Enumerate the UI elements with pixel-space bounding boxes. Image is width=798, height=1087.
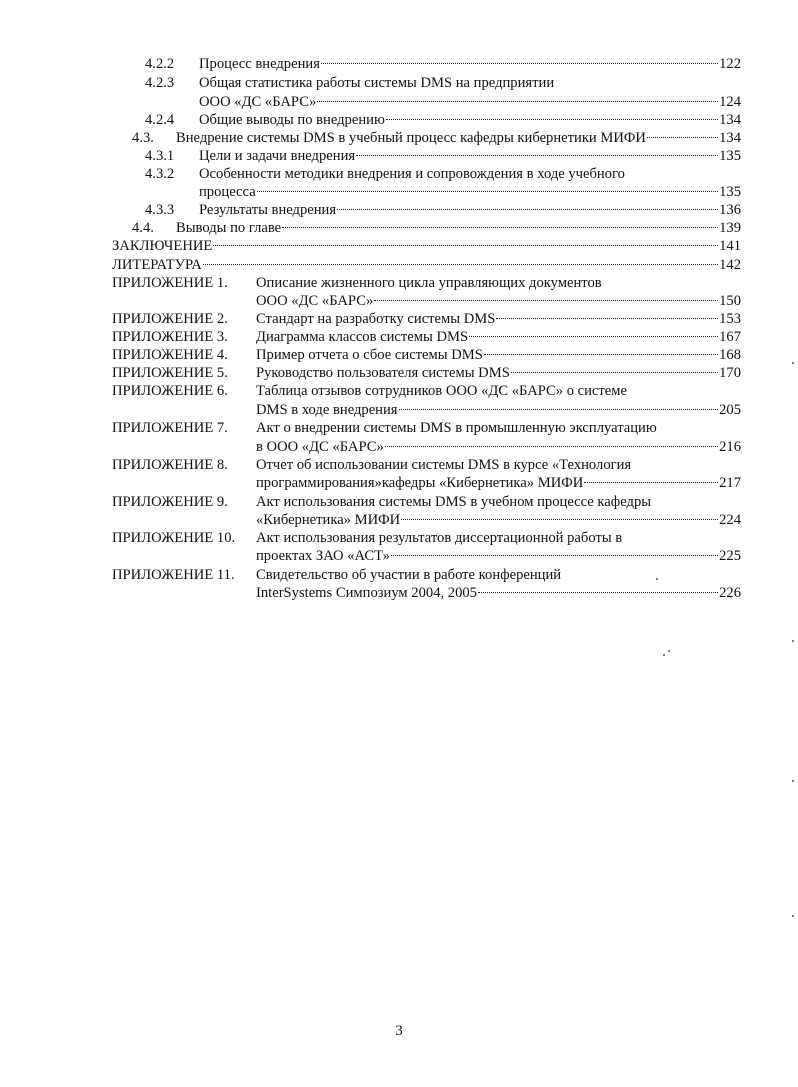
- toc-number: ПРИЛОЖЕНИЕ 3.: [112, 329, 228, 345]
- toc-number: 4.2.2: [145, 56, 175, 72]
- scan-speck: [668, 650, 670, 652]
- toc-title: Акт использования системы DMS в учебном процессе кафедры: [256, 494, 652, 510]
- toc-title-continued: в ООО «ДС «БАРС»: [256, 439, 384, 455]
- dot-leader: [496, 318, 718, 319]
- dot-leader: [386, 119, 718, 120]
- toc-entry-appendix-8-line2[interactable]: [256, 474, 741, 492]
- toc-page: 216: [719, 439, 741, 455]
- toc-number: 4.3.: [132, 130, 154, 146]
- toc-page: 168: [719, 347, 741, 363]
- dot-leader: [317, 101, 718, 102]
- dot-leader: [484, 354, 718, 355]
- scan-speck: [656, 578, 658, 580]
- toc-entry-appendix-3[interactable]: [112, 328, 741, 346]
- toc-title: Общая статистика работы системы DMS на предприятии: [199, 75, 555, 91]
- toc-title: ЛИТЕРАТУРА: [112, 257, 202, 273]
- page-number: 3: [395, 1023, 403, 1039]
- toc-title: Пример отчета о сбое системы DMS: [256, 347, 483, 363]
- toc-number: 4.3.2: [145, 166, 175, 182]
- toc-entry-appendix-6-line1[interactable]: [112, 382, 627, 400]
- toc-title: Цели и задачи внедрения: [199, 148, 356, 164]
- toc-entry-appendix-8-line1[interactable]: [112, 456, 632, 474]
- toc-entry-4-3[interactable]: [132, 129, 741, 147]
- toc-entry-appendix-1-line2[interactable]: [256, 292, 741, 310]
- toc-number: ПРИЛОЖЕНИЕ 9.: [112, 494, 228, 510]
- dot-leader: [478, 592, 718, 593]
- toc-page: 134: [719, 112, 741, 128]
- toc-title: ЗАКЛЮЧЕНИЕ: [112, 238, 213, 254]
- toc-entry-4-2-3-line2[interactable]: [199, 93, 741, 111]
- dot-leader: [282, 227, 718, 228]
- toc-page: 142: [719, 257, 741, 273]
- toc-title-continued: DMS в ходе внедрения: [256, 402, 398, 418]
- toc-page: 170: [719, 365, 741, 381]
- dot-leader: [213, 245, 718, 246]
- toc-title: Свидетельство об участии в работе конференций: [256, 567, 562, 583]
- toc-entry-4-2-3-line1[interactable]: [145, 74, 555, 92]
- toc-page: 226: [719, 585, 741, 601]
- dot-leader: [401, 519, 718, 520]
- toc-number: ПРИЛОЖЕНИЕ 6.: [112, 383, 228, 399]
- toc-title-continued: ООО «ДС «БАРС»: [256, 293, 374, 309]
- toc-title: Процесс внедрения: [199, 56, 320, 72]
- dot-leader: [511, 372, 718, 373]
- toc-page: 205: [719, 402, 741, 418]
- toc-title: Акт о внедрении системы DMS в промышленную эксплуатацию: [256, 420, 657, 436]
- toc-number: ПРИЛОЖЕНИЕ 8.: [112, 457, 228, 473]
- toc-number: 4.3.1: [145, 148, 175, 164]
- toc-page: 124: [719, 94, 741, 110]
- toc-page: 135: [719, 184, 741, 200]
- toc-title-continued: ООО «ДС «БАРС»: [199, 94, 317, 110]
- scan-speck: [792, 780, 794, 782]
- toc-title: Стандарт на разработку системы DMS: [256, 311, 496, 327]
- toc-number: ПРИЛОЖЕНИЕ 11.: [112, 567, 235, 583]
- dot-leader: [469, 336, 718, 337]
- toc-entry-4-3-2-line2[interactable]: [199, 183, 741, 201]
- toc-entry-appendix-10-line1[interactable]: [112, 529, 623, 547]
- toc-entry-appendix-4[interactable]: [112, 346, 741, 364]
- toc-page: 167: [719, 329, 741, 345]
- dot-leader: [399, 409, 719, 410]
- dot-leader: [203, 264, 718, 265]
- toc-title-continued: InterSystems Симпозиум 2004, 2005: [256, 585, 477, 601]
- toc-title: Особенности методики внедрения и сопровождения в ходе учебного: [199, 166, 625, 182]
- dot-leader: [374, 300, 718, 301]
- toc-page: 139: [719, 220, 741, 236]
- toc-page: 150: [719, 293, 741, 309]
- toc-number: ПРИЛОЖЕНИЕ 1.: [112, 275, 228, 291]
- toc-page: 122: [719, 56, 741, 72]
- toc-entry-conclusion[interactable]: [112, 237, 741, 255]
- toc-title: Внедрение системы DMS в учебный процесс кафедры кибернетики МИФИ: [176, 130, 646, 146]
- toc-number: ПРИЛОЖЕНИЕ 2.: [112, 311, 228, 327]
- dot-leader: [385, 446, 718, 447]
- toc-page: 153: [719, 311, 741, 327]
- toc-title-continued: процесса: [199, 184, 256, 200]
- toc-number: ПРИЛОЖЕНИЕ 7.: [112, 420, 228, 436]
- toc-entry-4-3-1[interactable]: [145, 147, 741, 165]
- dot-leader: [391, 555, 718, 556]
- toc-title: Общие выводы по внедрению: [199, 112, 385, 128]
- toc-number: 4.4.: [132, 220, 154, 236]
- scan-speck: [792, 915, 794, 917]
- toc-entry-appendix-9-line1[interactable]: [112, 493, 652, 511]
- scan-speck: [663, 654, 665, 656]
- scan-speck: [792, 640, 794, 642]
- toc-entry-appendix-2[interactable]: [112, 310, 741, 328]
- dot-leader: [647, 137, 718, 138]
- toc-entry-appendix-11-line2[interactable]: [256, 584, 741, 602]
- toc-number: ПРИЛОЖЕНИЕ 4.: [112, 347, 228, 363]
- toc-number: 4.2.3: [145, 75, 175, 91]
- toc-page: 224: [719, 512, 741, 528]
- toc-page: 217: [719, 475, 741, 491]
- toc-title-continued: «Кибернетика» МИФИ: [256, 512, 401, 528]
- toc-entry-literature[interactable]: [112, 256, 741, 274]
- toc-title: Результаты внедрения: [199, 202, 337, 218]
- toc-number: 4.3.3: [145, 202, 175, 218]
- toc-entry-4-4[interactable]: [132, 219, 741, 237]
- dot-leader: [337, 209, 718, 210]
- dot-leader: [356, 155, 718, 156]
- toc-entry-4-3-3[interactable]: [145, 201, 741, 219]
- toc-entry-4-2-4[interactable]: [145, 111, 741, 129]
- toc-title: Описание жизненного цикла управляющих документов: [256, 275, 602, 291]
- toc-entry-appendix-7-line2[interactable]: [256, 438, 741, 456]
- toc-entry-appendix-6-line2[interactable]: [256, 401, 741, 419]
- toc-page: 136: [719, 202, 741, 218]
- toc-page: 141: [719, 238, 741, 254]
- toc-entry-appendix-7-line1[interactable]: [112, 419, 657, 437]
- toc-title-continued: проектах ЗАО «АСТ»: [256, 548, 390, 564]
- dot-leader: [321, 63, 718, 64]
- toc-title: Отчет об использовании системы DMS в курсе «Технология: [256, 457, 632, 473]
- toc-entry-4-2-2[interactable]: [145, 55, 741, 73]
- toc-page: 135: [719, 148, 741, 164]
- toc-title: Руководство пользователя системы DMS: [256, 365, 510, 381]
- toc-number: ПРИЛОЖЕНИЕ 10.: [112, 530, 236, 546]
- dot-leader: [584, 482, 718, 483]
- toc-title: Диаграмма классов системы DMS: [256, 329, 469, 345]
- toc-page: 134: [719, 130, 741, 146]
- toc-number: ПРИЛОЖЕНИЕ 5.: [112, 365, 228, 381]
- toc-title: Таблица отзывов сотрудников ООО «ДС «БАРС» о системе: [256, 383, 627, 399]
- toc-entry-4-3-2-line1[interactable]: [145, 165, 625, 183]
- toc-entry-appendix-9-line2[interactable]: [256, 511, 741, 529]
- scan-speck: [792, 362, 794, 364]
- toc-entry-appendix-11-line1[interactable]: [112, 566, 562, 584]
- toc-number: 4.2.4: [145, 112, 175, 128]
- toc-title: Выводы по главе: [176, 220, 282, 236]
- toc-entry-appendix-5[interactable]: [112, 364, 741, 382]
- toc-title: Акт использования результатов диссертационной работы в: [256, 530, 623, 546]
- toc-title-continued: программирования»кафедры «Кибернетика» МИФИ: [256, 475, 584, 491]
- toc-entry-appendix-1-line1[interactable]: [112, 274, 602, 292]
- toc-page: 225: [719, 548, 741, 564]
- dot-leader: [257, 191, 718, 192]
- toc-entry-appendix-10-line2[interactable]: [256, 547, 741, 565]
